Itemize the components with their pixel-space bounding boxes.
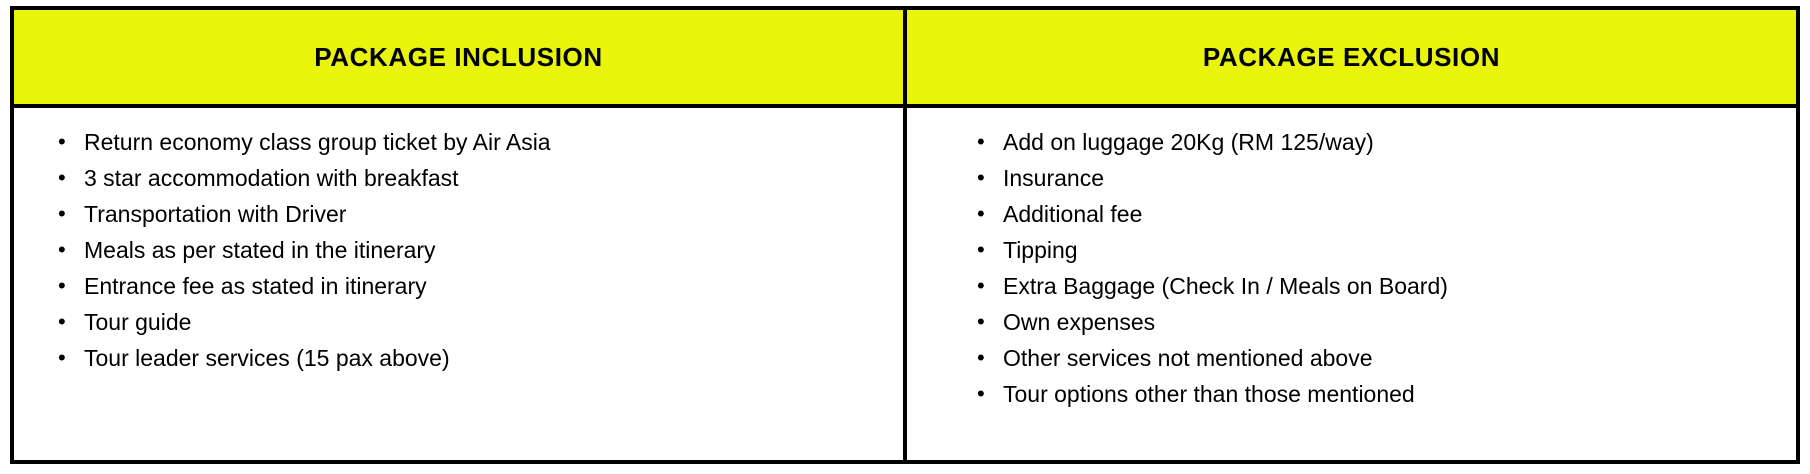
table-header — [12, 8, 1798, 106]
list-item: • Own expenses — [907, 304, 1796, 340]
list-item: • Extra Baggage (Check In / Meals on Board) — [907, 268, 1796, 304]
table-header-row — [12, 8, 1798, 106]
inclusion-list — [14, 108, 903, 386]
list-item: • Entrance fee as stated in itinerary — [14, 268, 903, 304]
header-package-exclusion: PACKAGE EXCLUSION — [905, 8, 1798, 106]
exclusion-list — [907, 108, 1796, 422]
list-item: • Tour options other than those mentioned — [907, 376, 1796, 412]
table-row — [12, 106, 1798, 462]
cell-package-inclusion — [12, 106, 905, 462]
package-table — [10, 6, 1800, 464]
list-item: • Transportation with Driver — [14, 196, 903, 232]
list-item: • Tipping — [907, 232, 1796, 268]
list-item: • Other services not mentioned above — [907, 340, 1796, 376]
list-item: • Return economy class group ticket by Air Asia — [14, 124, 903, 160]
list-item: • Meals as per stated in the itinerary — [14, 232, 903, 268]
list-item: • 3 star accommodation with breakfast — [14, 160, 903, 196]
cell-package-exclusion — [905, 106, 1798, 462]
list-item: • Tour guide — [14, 304, 903, 340]
table-body — [12, 106, 1798, 462]
list-item: • Insurance — [907, 160, 1796, 196]
list-item: • Tour leader services (15 pax above) — [14, 340, 903, 376]
header-package-inclusion: PACKAGE INCLUSION — [12, 8, 905, 106]
list-item: • Additional fee — [907, 196, 1796, 232]
list-item: • Add on luggage 20Kg (RM 125/way) — [907, 124, 1796, 160]
